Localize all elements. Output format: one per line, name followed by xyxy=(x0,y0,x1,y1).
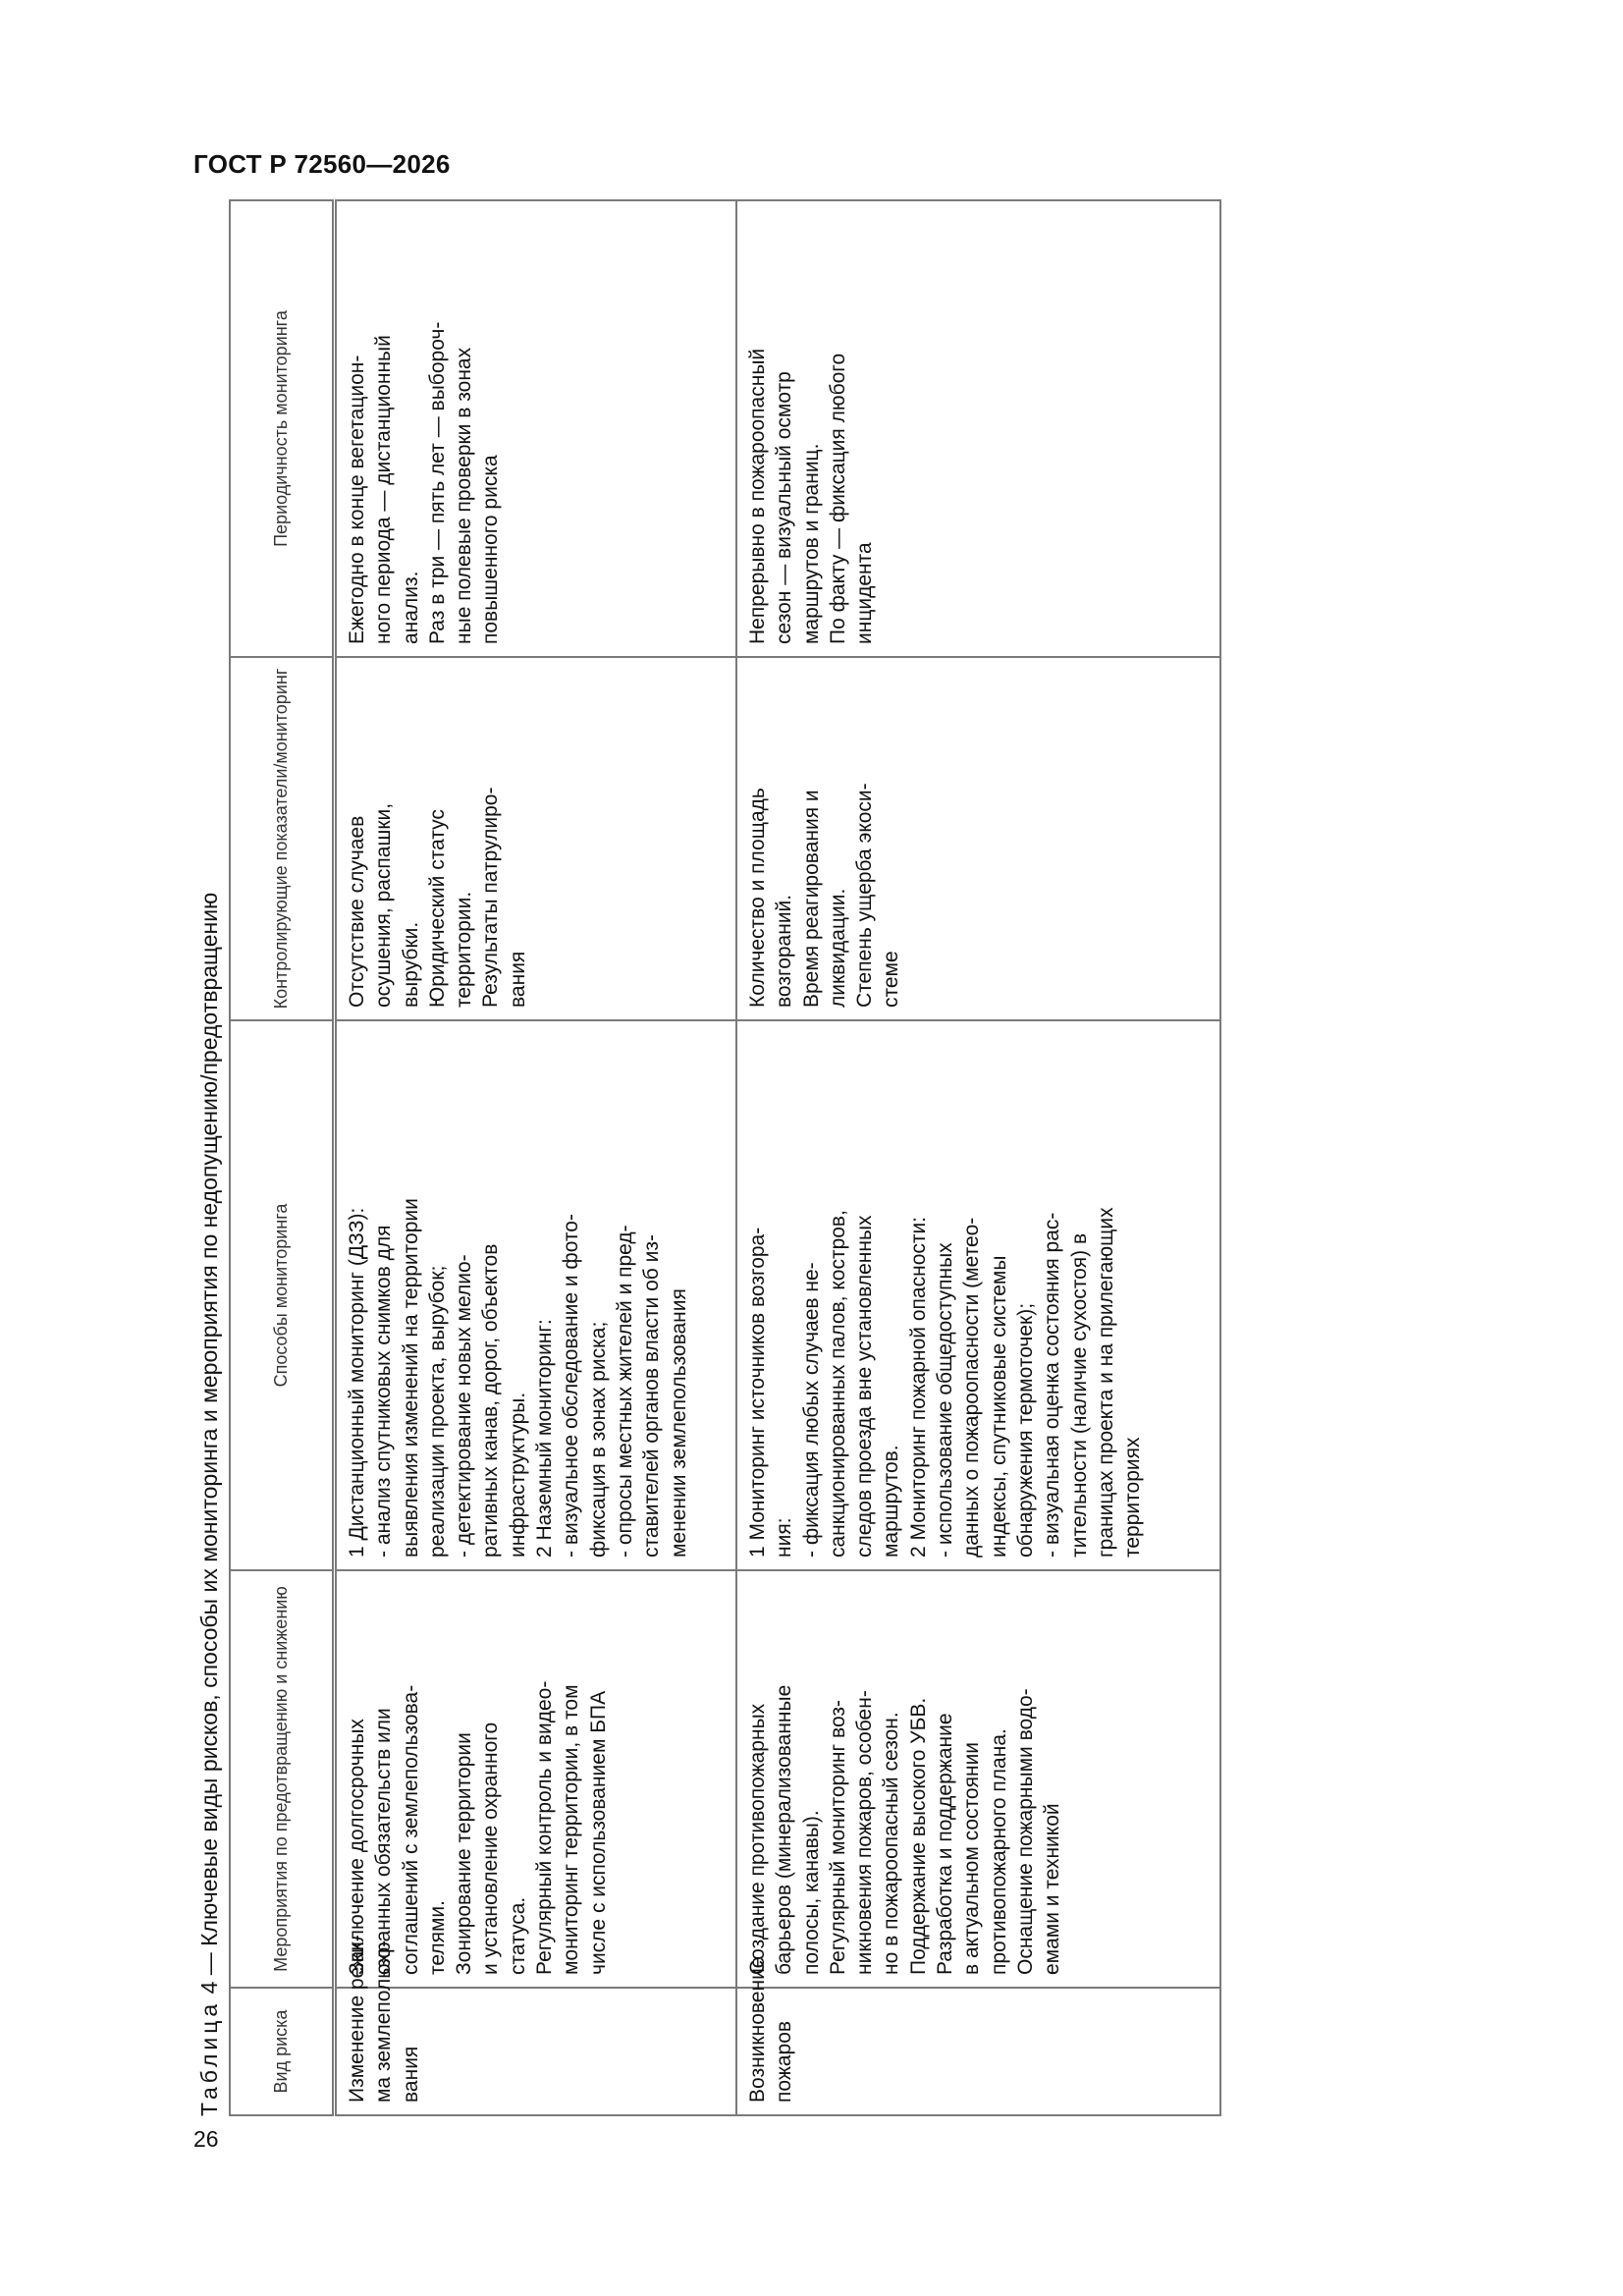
cell-text-line: ные полевые проверки в зонах xyxy=(453,347,476,644)
cell-text-line: Создание противопожарных xyxy=(746,1703,769,1975)
cell-text-line: - использование общедоступных xyxy=(934,1242,957,1558)
cell-text-line: территориях xyxy=(1121,1437,1145,1558)
header-frequency: Периодичность мониторинга xyxy=(230,200,335,657)
cell-text-line: Поддержание высокого УБВ. xyxy=(906,1697,930,1975)
cell-methods xyxy=(335,1020,737,1570)
cell-text-line: - анализ спутниковых снимков для xyxy=(372,1225,396,1558)
cell-text-line: барьеров (минерализованные xyxy=(773,1684,796,1975)
document-code: ГОСТ Р 72560—2026 xyxy=(193,149,451,179)
table-caption-text: 4 — Ключевые виды рисков, способы их мониторинга и мероприятия по недопущению/предотвращению xyxy=(196,892,222,1995)
cell-text-line: ставителей органов власти об из- xyxy=(640,1234,664,1558)
cell-text-line: Степень ущерба экоси- xyxy=(853,783,877,1008)
cell-text-line: анализ. xyxy=(399,571,422,644)
cell-text-line: 2 Мониторинг пожарной опасности: xyxy=(906,1216,930,1558)
cell-text-line: территории. xyxy=(453,891,476,1008)
cell-text-line: реализации проекта, вырубок; xyxy=(425,1265,449,1558)
cell-text-line: никновения пожаров, особен- xyxy=(853,1690,877,1975)
cell-text-line: - фиксация любых случаев не- xyxy=(799,1262,823,1558)
table-caption-prefix: Таблица xyxy=(196,1999,222,2116)
cell-text-line: - детектирование новых мелио- xyxy=(453,1254,476,1558)
cell-text-line: ликвидации. xyxy=(826,888,849,1008)
cell-text-line: пожаров xyxy=(773,2020,796,2103)
cell-text-line: Время реагирования и xyxy=(799,790,823,1008)
risk-table xyxy=(229,199,1221,2116)
header-risk-type: Вид риска xyxy=(230,1988,335,2115)
cell-text-line: в актуальном состоянии xyxy=(960,1741,984,1975)
cell-text-line: Регулярный контроль и видео- xyxy=(533,1680,557,1975)
cell-text-line: Непрерывно в пожароопасный xyxy=(746,348,769,644)
cell-text-line: емами и техникой xyxy=(1041,1803,1064,1975)
cell-text-line: повышенного риска xyxy=(479,455,503,644)
cell-text-line: соглашений с землепользова- xyxy=(399,1684,422,1975)
cell-text-line: ма землепользо- xyxy=(372,1940,396,2103)
header-indicators: Контролирующие показатели/мониторинг xyxy=(230,657,335,1020)
cell-text-line: ративных канав, дорог, объектов xyxy=(479,1243,503,1558)
cell-text-line: стеме xyxy=(880,951,903,1008)
cell-text-line: Заключение долгосрочных xyxy=(346,1719,368,1975)
cell-text-line: Изменение режи- xyxy=(346,1935,368,2103)
table-row xyxy=(736,200,1220,2115)
cell-text-line: Возникновение xyxy=(746,1956,769,2103)
cell-text-line: вырубки. xyxy=(399,921,422,1008)
cell-text-line: маршрутов. xyxy=(880,1445,903,1558)
cell-text-line: следов проезда вне установленных xyxy=(853,1215,877,1558)
cell-indicators xyxy=(335,657,737,1020)
cell-frequency xyxy=(736,200,1220,657)
cell-text-line: осушения, распашки, xyxy=(372,802,396,1008)
cell-text-line: охранных обязательств или xyxy=(372,1708,396,1975)
cell-text-line: - опросы местных жителей и пред- xyxy=(613,1225,636,1558)
cell-text-line: Отсутствие случаев xyxy=(346,815,368,1008)
cell-measures xyxy=(335,1570,737,1988)
header-monitoring-methods: Способы мониторинга xyxy=(230,1020,335,1570)
rotated-table-block xyxy=(191,201,1185,2116)
cell-measures xyxy=(736,1570,1220,1988)
cell-text-line: телями. xyxy=(425,1900,449,1975)
cell-text-line: Количество и площадь xyxy=(746,788,769,1008)
cell-text-line: вания xyxy=(399,2046,422,2103)
table-caption xyxy=(191,201,227,2116)
cell-text-line: числе с использованием БПА xyxy=(586,1690,610,1975)
cell-text-line: границах проекта и на прилегающих xyxy=(1094,1207,1117,1558)
cell-text-line: 2 Наземный мониторинг: xyxy=(533,1319,557,1558)
cell-text-line: сезон — визуальный осмотр xyxy=(773,371,796,644)
cell-text-line: тительности (наличие сухостоя) в xyxy=(1067,1232,1091,1558)
cell-text-line: обнаружения термоточек); xyxy=(1013,1302,1037,1558)
cell-risk xyxy=(736,1956,1220,2115)
cell-text-line: Зонирование территории xyxy=(453,1732,476,1975)
cell-text-line: возгораний. xyxy=(773,894,796,1008)
cell-text-line: Результаты патрулиро- xyxy=(479,787,503,1008)
cell-text-line: санкционированных палов, костров, xyxy=(826,1210,849,1558)
cell-text-line: инфраструктуры. xyxy=(506,1392,529,1558)
cell-text-line: ния: xyxy=(773,1517,796,1558)
cell-text-line: Регулярный мониторинг воз- xyxy=(826,1699,849,1975)
cell-text-line: - визуальное обследование и фото- xyxy=(560,1214,583,1558)
cell-text-line: Ежегодно в конце вегетацион- xyxy=(346,355,368,644)
cell-text-line: 1 Дистанционный мониторинг (ДЗЗ): xyxy=(346,1207,368,1558)
cell-text-line: но в пожароопасный сезон. xyxy=(880,1712,903,1975)
cell-methods xyxy=(736,1020,1220,1570)
cell-text-line: мониторинг территории, в том xyxy=(560,1684,583,1975)
cell-indicators xyxy=(736,657,1220,1020)
cell-text-line: противопожарного плана. xyxy=(987,1728,1010,1975)
cell-text-line: Юридический статус xyxy=(425,809,449,1008)
cell-text-line: По факту — фиксация любого xyxy=(826,353,849,644)
cell-frequency xyxy=(335,200,737,657)
cell-text-line: Оснащение пожарными водо- xyxy=(1013,1688,1037,1975)
cell-text-line: фиксация в зонах риска; xyxy=(586,1321,610,1558)
cell-text-line: Раз в три — пять лет — выбороч- xyxy=(425,321,449,644)
cell-text-line: инцидента xyxy=(853,542,877,644)
cell-text-line: и установление охранного xyxy=(479,1722,503,1975)
page-number: 26 xyxy=(193,2126,219,2152)
cell-text-line: менении землепользования xyxy=(667,1288,690,1558)
cell-text-line: маршрутов и границ. xyxy=(799,443,823,644)
cell-text-line: 1 Мониторинг источников возгора- xyxy=(746,1227,769,1558)
cell-text-line: ного периода — дистанционный xyxy=(372,335,396,644)
table-row xyxy=(335,200,737,2115)
cell-text-line: - визуальная оценка состояния рас- xyxy=(1041,1212,1064,1558)
cell-text-line: выявления изменений на территории xyxy=(399,1198,422,1558)
cell-text-line: индексы, спутниковые системы xyxy=(987,1255,1010,1558)
cell-text-line: данных о пожароопасности (метео- xyxy=(960,1217,984,1558)
cell-text-line: статуса. xyxy=(506,1896,529,1975)
cell-text-line: вания xyxy=(506,951,529,1008)
table-header-row xyxy=(230,200,335,2115)
cell-text-line: Разработка и поддержание xyxy=(934,1713,957,1975)
header-measures: Мероприятия по предотвращению и снижению xyxy=(230,1570,335,1988)
cell-text-line: полосы, канавы). xyxy=(799,1810,823,1975)
